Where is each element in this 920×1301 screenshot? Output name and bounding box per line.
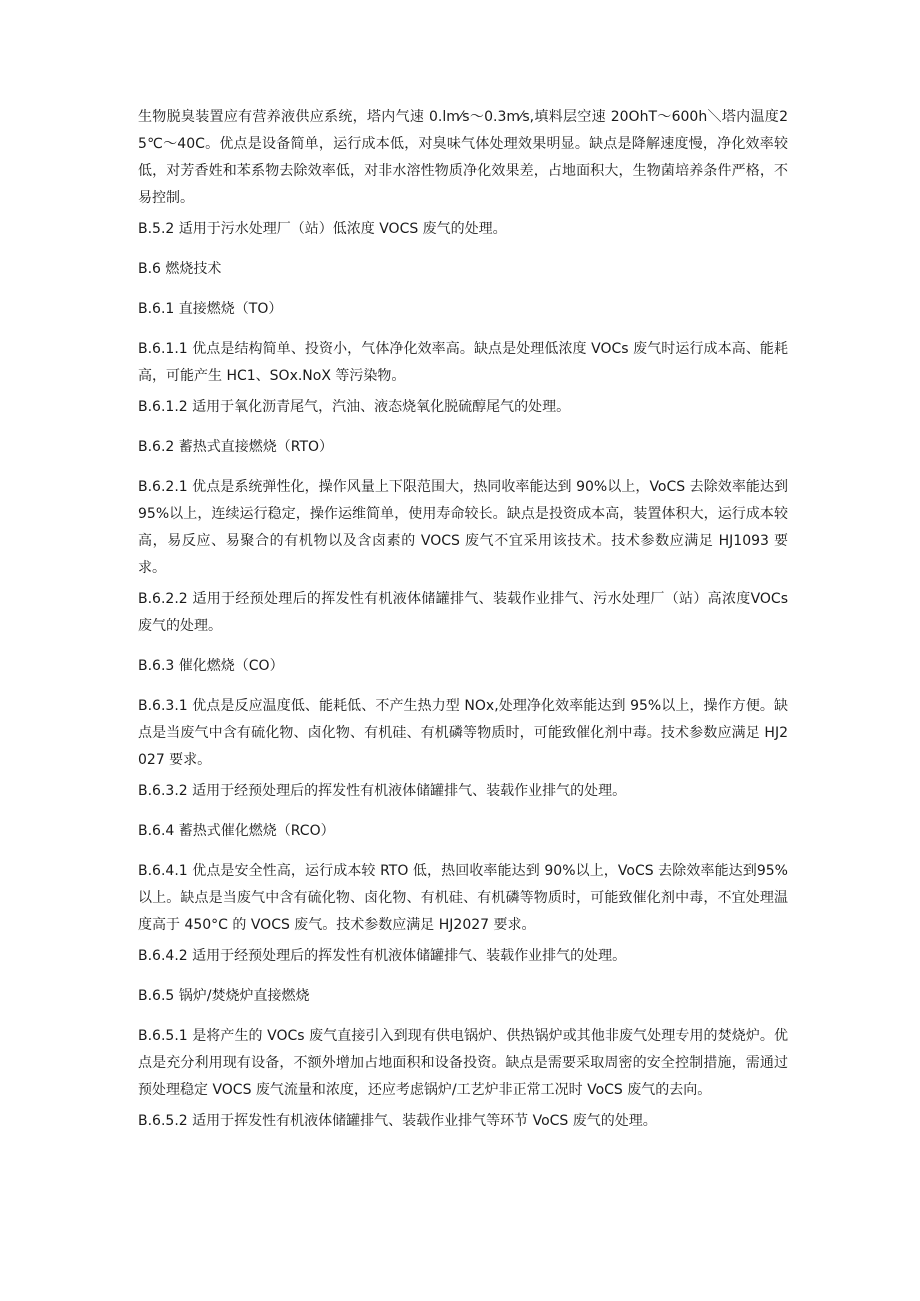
paragraph-b-6-1-2: B.6.1.2 适用于氧化沥青尾气，汽油、液态烧氧化脱硫醇尾气的处理。 [138,399,571,415]
heading-b-6-5: B.6.5 锅炉/焚烧炉直接燃烧 [138,988,310,1004]
heading-b-6-2: B.6.2 蓄热式直接燃烧（RTO） [138,439,334,455]
paragraph-b-6-2-1: B.6.2.1 优点是系统弹性化，操作风量上下限范围大，热同收率能达到 90%以上，VoCS 去除效率能达到 95%以上，连续运行稳定，操作运维简单，使用寿命较长。缺点是投资成本高，装置体积大，运行成本较高，易反应、易聚合的有机物以及含卤素的 VOCS 废气不宜采用该技术。技术参数应满足 HJ1093 要求。 [138,479,788,576]
heading-b-6-3: B.6.3 催化燃烧（CO） [138,658,284,674]
paragraph-biological-deodorization: 生物脱臭装置应有营养液供应系统，塔内气速 0.lm⁄s～0.3m⁄s,填料层空速 20OhT～600h＼塔内温度25℃～40C。优点是设备简单，运行成本低，对臭味气体处理效果明显。缺点是降解速度慢，净化效率较低，对芳香姓和苯系物去除效率低，对非水溶性物质净化效果差，占地面积大，生物菌培养条件严格，不易控制。 [138,109,788,206]
paragraph-b-6-1-1: B.6.1.1 优点是结构简单、投资小，气体净化效率高。缺点是处理低浓度 VOCs 废气时运行成本高、能耗高，可能产生 HC1、SOx.NoX 等污染物。 [138,341,788,384]
document-page [138,104,788,1135]
heading-b-6: B.6 燃烧技术 [138,261,222,277]
paragraph-b-6-3-2: B.6.3.2 适用于经预处理后的挥发性有机液体储罐排气、装载作业排气的处理。 [138,783,627,799]
paragraph-b-5-2: B.5.2 适用于污水处理厂（站）低浓度 VOCS 废气的处理。 [138,221,507,237]
paragraph-b-6-5-1: B.6.5.1 是将产生的 VOCs 废气直接引入到现有供电锅炉、供热锅炉或其他非废气处理专用的焚烧炉。优点是充分利用现有设备，不额外增加占地面积和设备投资。缺点是需要采取周密的安全控制措施，需通过预处理稳定 VOCS 废气流量和浓度，还应考虑锅炉/工艺炉非正常工况时 VoCS 废气的去向。 [138,1028,788,1098]
paragraph-b-6-4-1: B.6.4.1 优点是安全性高，运行成本较 RTO 低，热回收率能达到 90%以上，VoCS 去除效率能达到95%以上。缺点是当废气中含有硫化物、卤化物、有机硅、有机磷等物质时，可能致催化剂中毒，不宜处理温度高于 450°C 的 VOCS 废气。技术参数应满足 HJ2027 要求。 [138,863,788,933]
paragraph-b-6-2-2: B.6.2.2 适用于经预处理后的挥发性有机液体储罐排气、装载作业排气、污水处理厂（站）高浓度VOCs 废气的处理。 [138,591,788,634]
heading-b-6-1: B.6.1 直接燃烧（TO） [138,301,283,317]
paragraph-b-6-3-1: B.6.3.1 优点是反应温度低、能耗低、不产生热力型 NOx,处理净化效率能达到 95%以上，操作方便。缺点是当废气中含有硫化物、卤化物、有机硅、有机磷等物质时，可能致催化剂中毒。技术参数应满足 HJ2027 要求。 [138,698,788,768]
heading-b-6-4: B.6.4 蓄热式催化燃烧（RCO） [138,823,335,839]
paragraph-b-6-4-2: B.6.4.2 适用于经预处理后的挥发性有机液体储罐排气、装载作业排气的处理。 [138,948,627,964]
paragraph-b-6-5-2: B.6.5.2 适用于挥发性有机液体储罐排气、装载作业排气等环节 VoCS 废气的处理。 [138,1113,657,1129]
